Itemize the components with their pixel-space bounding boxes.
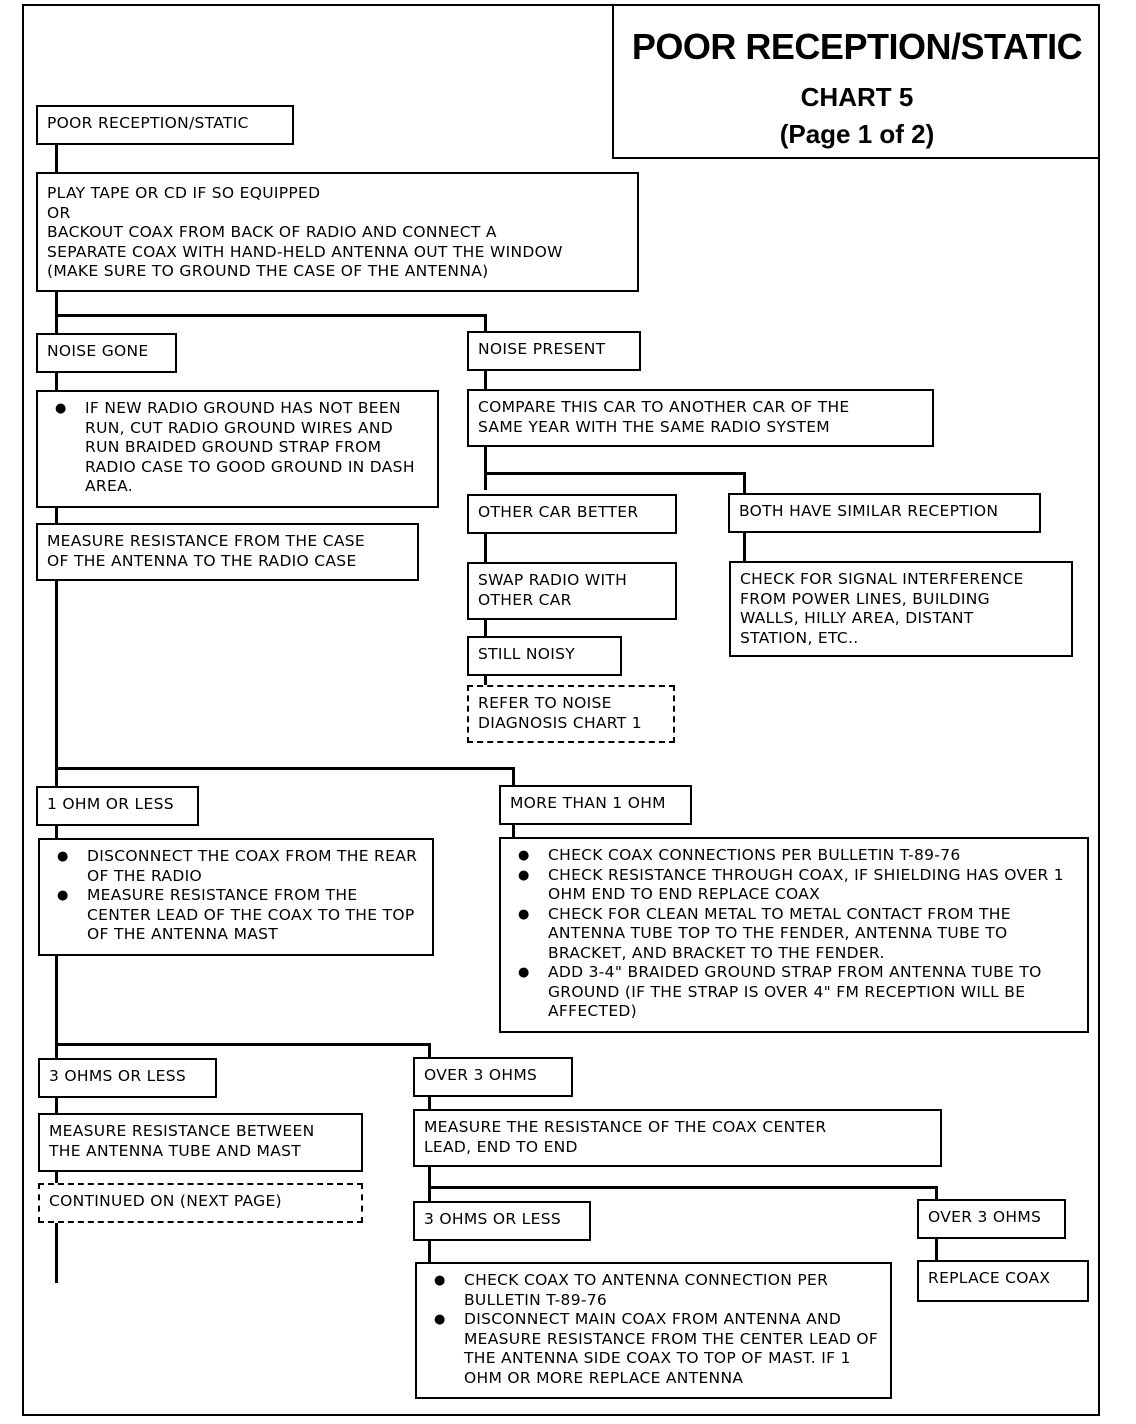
- chart-title: POOR RECEPTION/STATIC: [631, 26, 1083, 67]
- play-tape-step: PLAY TAPE OR CD IF SO EQUIPPED OR BACKOUT COAX FROM BACK OF RADIO AND CONNECT A SEPARATE COAX WITH HAND-HELD ANTENNA OUT THE WINDOW (MAKE SURE TO GROUND THE CASE OF THE ANTENNA): [36, 172, 639, 292]
- list-item: ● CHECK COAX CONNECTIONS PER BULLETIN T-89-76: [530, 846, 1078, 866]
- one-ohm-less-node: 1 OHM OR LESS: [36, 786, 199, 826]
- continued-next-page: CONTINUED ON (NEXT PAGE): [38, 1183, 363, 1223]
- connector: [743, 530, 746, 564]
- swap-radio-step: SWAP RADIO WITH OTHER CAR: [467, 562, 677, 620]
- check-antenna-connection-step: [415, 1262, 892, 1399]
- connector: [935, 1236, 938, 1262]
- noise-present-node: NOISE PRESENT: [467, 331, 641, 371]
- three-ohms-less-node-a: 3 OHMS OR LESS: [38, 1058, 217, 1098]
- chart-number: CHART 5: [800, 82, 914, 112]
- over-three-ohms-node-a: OVER 3 OHMS: [413, 1057, 573, 1097]
- connector: [484, 314, 487, 332]
- measure-coax-center-step: MEASURE THE RESISTANCE OF THE COAX CENTER LEAD, END TO END: [413, 1109, 942, 1167]
- measure-case-step: MEASURE RESISTANCE FROM THE CASE OF THE ANTENNA TO THE RADIO CASE: [36, 523, 419, 581]
- refer-noise-chart: REFER TO NOISE DIAGNOSIS CHART 1: [467, 685, 675, 743]
- connector: [512, 767, 515, 787]
- list-item: ● CHECK COAX TO ANTENNA CONNECTION PER BULLETIN T-89-76: [446, 1271, 881, 1310]
- connector: [484, 472, 746, 475]
- list-item: ● MEASURE RESISTANCE FROM THE CENTER LEAD OF THE COAX TO THE TOP OF THE ANTENNA MAST: [69, 886, 423, 945]
- connector: [55, 1043, 431, 1046]
- similar-reception-node: BOTH HAVE SIMILAR RECEPTION: [728, 493, 1041, 533]
- connector: [55, 143, 58, 173]
- noise-gone-node: NOISE GONE: [36, 333, 177, 373]
- connector: [428, 1164, 431, 1206]
- still-noisy-node: STILL NOISY: [467, 636, 622, 676]
- list-item: ● CHECK FOR CLEAN METAL TO METAL CONTACT FROM THE ANTENNA TUBE TOP TO THE FENDER, ANTENNA TUBE TO BRACKET, AND BRACKET TO THE FENDER.: [530, 905, 1078, 964]
- connector: [55, 1170, 58, 1184]
- list-item: ● IF NEW RADIO GROUND HAS NOT BEEN RUN, CUT RADIO GROUND WIRES AND RUN BRAIDED GROUND STRAP FROM RADIO CASE TO GOOD GROUND IN DASH AREA.: [67, 399, 428, 497]
- connector: [55, 314, 487, 317]
- start-node: POOR RECEPTION/STATIC: [36, 105, 294, 145]
- compare-car-step: COMPARE THIS CAR TO ANOTHER CAR OF THE SAME YEAR WITH THE SAME RADIO SYSTEM: [467, 389, 934, 447]
- new-ground-step: [36, 390, 439, 508]
- replace-coax-step: REPLACE COAX: [917, 1260, 1089, 1302]
- three-ohms-less-node-b: 3 OHMS OR LESS: [413, 1201, 591, 1241]
- list-item: ● DISCONNECT THE COAX FROM THE REAR OF THE RADIO: [69, 847, 423, 886]
- connector: [55, 767, 515, 770]
- page-indicator: (Page 1 of 2): [779, 119, 935, 149]
- connector: [428, 1186, 938, 1189]
- list-item: ● CHECK RESISTANCE THROUGH COAX, IF SHIELDING HAS OVER 1 OHM END TO END REPLACE COAX: [530, 866, 1078, 905]
- disconnect-coax-step: [38, 838, 434, 956]
- more-than-one-ohm-node: MORE THAN 1 OHM: [499, 785, 692, 825]
- list-item: ● ADD 3-4" BRAIDED GROUND STRAP FROM ANTENNA TUBE TO GROUND (IF THE STRAP IS OVER 4" FM RECEPTION WILL BE AFFECTED): [530, 963, 1078, 1022]
- check-coax-step: [499, 837, 1089, 1033]
- title-block: [612, 4, 1100, 159]
- measure-tube-mast-step: MEASURE RESISTANCE BETWEEN THE ANTENNA TUBE AND MAST: [38, 1113, 363, 1172]
- signal-interference-step: CHECK FOR SIGNAL INTERFERENCE FROM POWER LINES, BUILDING WALLS, HILLY AREA, DISTANT STATION, ETC..: [729, 561, 1073, 657]
- other-car-better-node: OTHER CAR BETTER: [467, 494, 677, 534]
- list-item: ● DISCONNECT MAIN COAX FROM ANTENNA AND MEASURE RESISTANCE FROM THE CENTER LEAD OF THE ANTENNA SIDE COAX TO TOP OF MAST. IF 1 OHM OR MORE REPLACE ANTENNA: [446, 1310, 881, 1388]
- connector: [484, 530, 487, 564]
- over-three-ohms-node-b: OVER 3 OHMS: [917, 1199, 1066, 1239]
